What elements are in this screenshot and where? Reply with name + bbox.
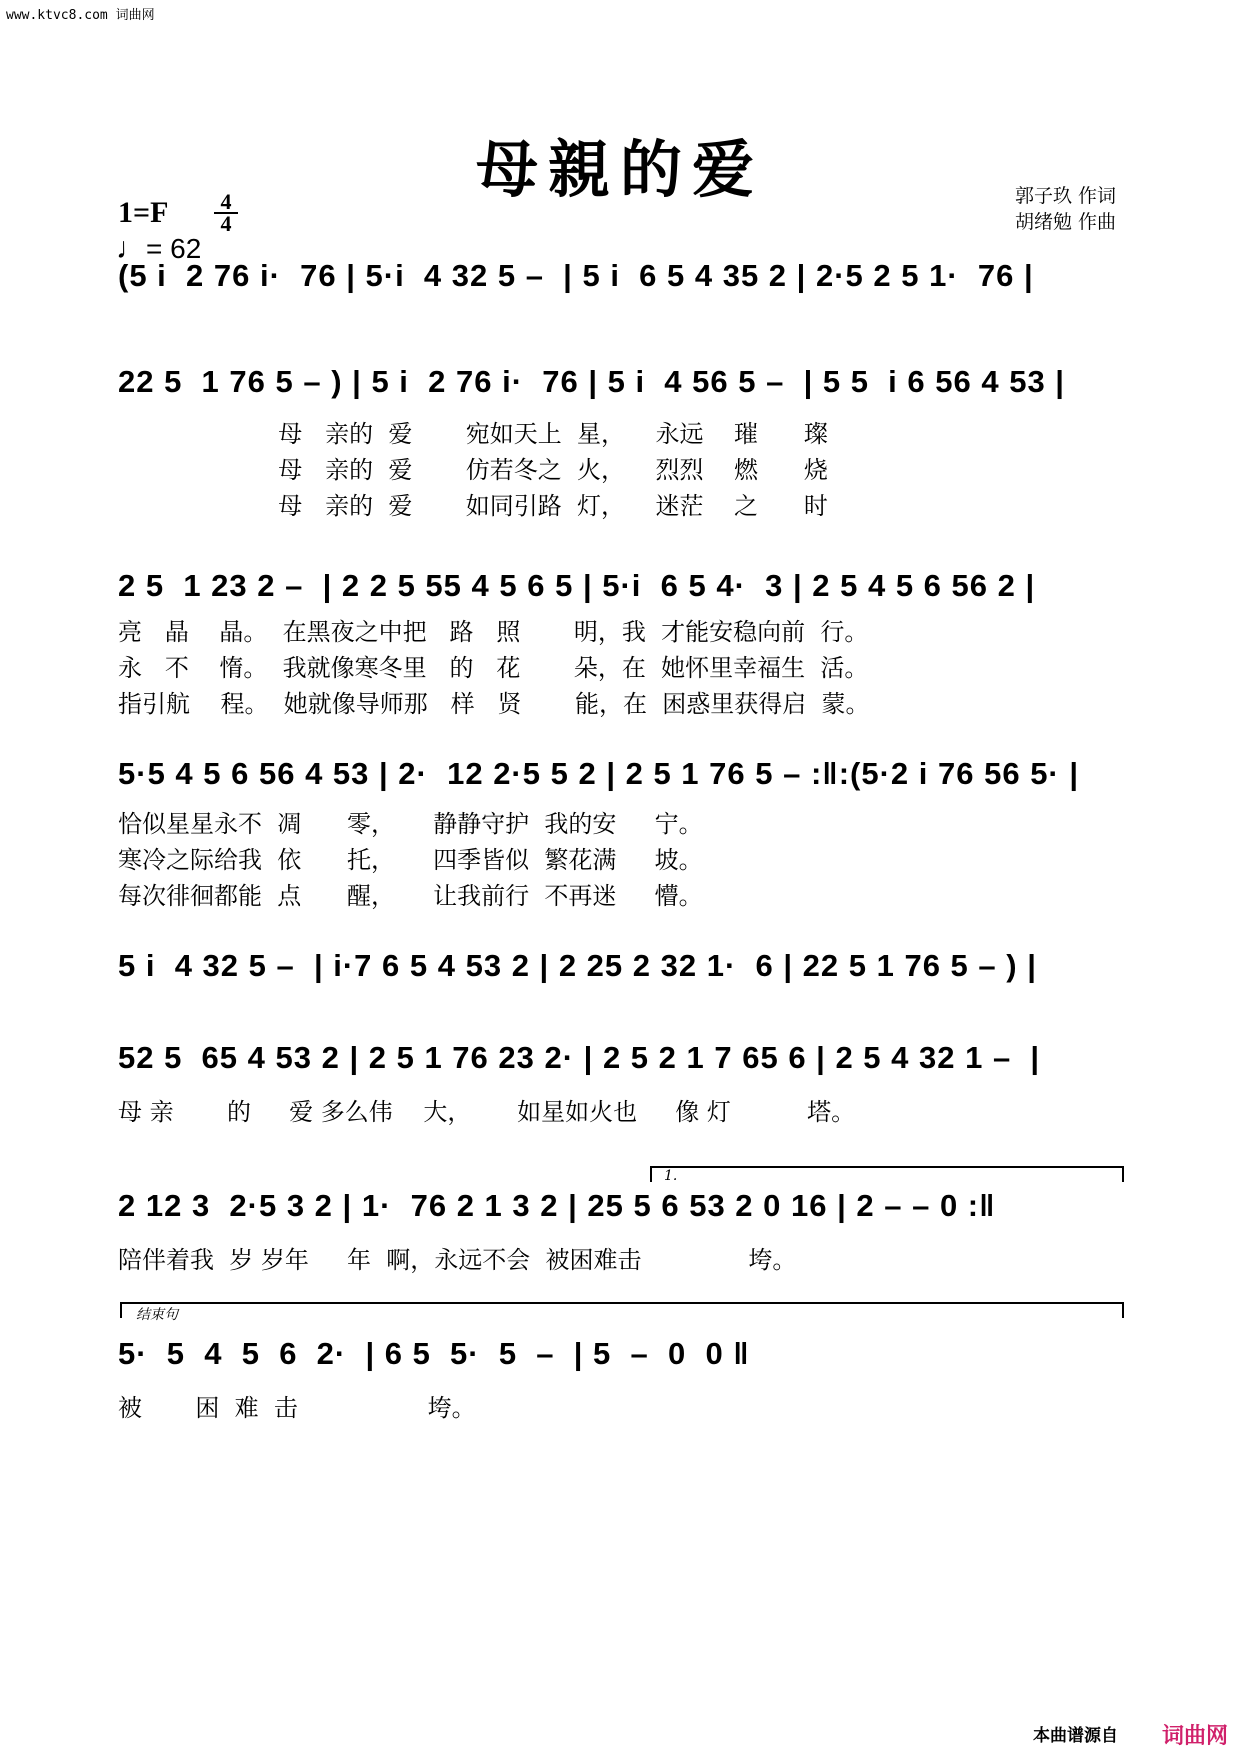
notation-row-6: 52 5 65 4 53 2 | 2 5 1 76 23 2· | 2 5 2 1 7 65 6 | 2 5 4 32 1 – | (118, 1040, 1041, 1075)
lyricist-credit: 郭子玖 作词 (1014, 185, 1116, 207)
notation-row-7: 2 12 3 2·5 3 2 | 1· 76 2 1 3 2 | 25 5 6 53 2 0 16 | 2 – – 0 :‖ (118, 1188, 996, 1223)
lyric-row-4-verse-2: 寒冷之际给我 依 托， 四季皆似 繁花满 坡。 (118, 846, 703, 874)
notation-row-8: 5· 5 4 5 6 2· | 6 5 5· 5 – | 5 – 0 0 ‖ (118, 1336, 750, 1371)
time-signature-top: 4 (214, 192, 238, 214)
lyric-row-6: 母 亲 的 爱 多么伟 大， 如星如火也 像 灯 塔。 (118, 1098, 856, 1126)
credits (1015, 183, 1116, 235)
volta-label: 1. (664, 1168, 678, 1184)
lyric-row-2-verse-3: 母 亲的 爱 如同引路 灯， 迷茫 之 时 (118, 492, 828, 520)
notation-row-2: 22 5 1 76 5 – ) | 5 i 2 76 i· 76 | 5 i 4 56 5 – | 5 5 i 6 56 4 53 | (118, 364, 1065, 399)
notation-row-3: 2 5 1 23 2 – | 2 2 5 55 4 5 6 5 | 5·i 6 5 4· 3 | 2 5 4 5 6 56 2 | (118, 568, 1036, 603)
lyric-row-3-verse-3: 指引航 程。 她就像导师那 样 贤 能，在 困惑里获得启 蒙。 (118, 690, 870, 718)
volta-bracket (650, 1166, 1124, 1182)
ending-label: 结束句 (136, 1307, 178, 1323)
notation-row-1: (5 i 2 76 i· 76 | 5·i 4 32 5 – | 5 i 6 5 4 35 2 | 2·5 2 5 1· 76 | (118, 258, 1034, 293)
lyric-row-3-verse-1: 亮 晶 晶。 在黑夜之中把 路 照 明，我 才能安稳向前 行。 (118, 618, 869, 646)
lyric-row-7: 陪伴着我 岁 岁年 年 啊，永远不会 被困难击 垮。 (118, 1246, 797, 1274)
site-watermark: www.ktvc8.com 词曲网 (6, 8, 155, 23)
lyric-row-4-verse-1: 恰似星星永不 凋 零， 静静守护 我的安 宁。 (118, 810, 703, 838)
composer-credit: 胡绪勉 作曲 (1014, 211, 1116, 233)
key-signature: 1=F (118, 196, 169, 229)
time-signature (214, 189, 238, 236)
lyric-row-4-verse-3: 每次徘徊都能 点 醒， 让我前行 不再迷 懵。 (118, 882, 703, 910)
ending-bracket (120, 1302, 1124, 1318)
time-signature-bottom: 4 (220, 211, 232, 236)
notation-row-4: 5·5 4 5 6 56 4 53 | 2· 12 2·5 5 2 | 2 5 1 76 5 – :‖:(5·2 i 76 56 5· | (118, 756, 1080, 791)
lyric-row-8: 被 困 难 击 垮。 (118, 1394, 476, 1422)
lyric-row-2-verse-2: 母 亲的 爱 仿若冬之 火， 烈烈 燃 烧 (118, 456, 828, 484)
song-title: 母親的爱 (475, 133, 764, 206)
source-label: 本曲谱源自 (1033, 1726, 1118, 1746)
quarter-note-icon: ♩ (116, 232, 146, 265)
lyric-row-2-verse-1: 母 亲的 爱 宛如天上 星， 永远 璀 璨 (118, 420, 828, 448)
tempo-value: = 62 (146, 233, 202, 264)
site-logo[interactable]: 词曲网 (1161, 1724, 1228, 1749)
notation-row-5: 5 i 4 32 5 – | i·7 6 5 4 53 2 | 2 25 2 32 1· 6 | 22 5 1 76 5 – ) | (118, 948, 1037, 983)
lyric-row-3-verse-2: 永 不 惰。 我就像寒冬里 的 花 朵，在 她怀里幸福生 活。 (118, 654, 869, 682)
